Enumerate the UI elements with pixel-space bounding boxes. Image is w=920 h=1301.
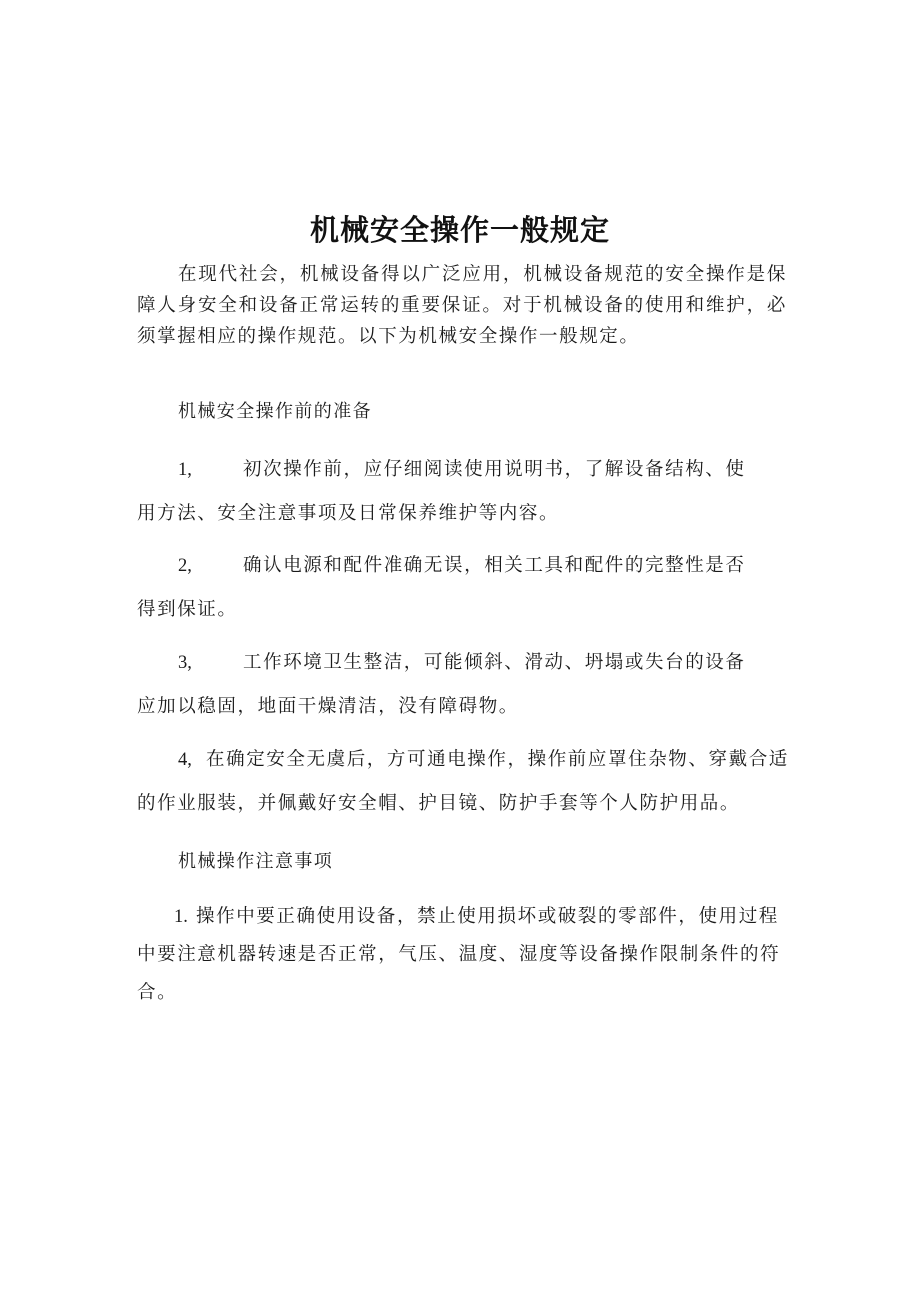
item-text: 应加以稳固，地面干燥清洁，没有障碍物。 bbox=[137, 696, 519, 717]
document-title: 机械安全操作一般规定 bbox=[309, 213, 610, 247]
item-text: 中要注意机器转速是否正常，气压、温度、湿度等设备操作限制条件的符 bbox=[137, 944, 781, 965]
item-text: 用方法、安全注意事项及日常保养维护等内容。 bbox=[137, 503, 560, 524]
item-text: 合。 bbox=[137, 982, 178, 1003]
item-text: 得到保证。 bbox=[137, 599, 238, 620]
item-number: 3, bbox=[178, 653, 192, 673]
item-number: 1, bbox=[178, 460, 192, 480]
intro-paragraph: 在现代社会，机械设备得以广泛应用，机械设备规范的安全操作是保障人身安全和设备正常运转的重要保证。对于机械设备的使用和维护，必须掌握相应的操作规范。以下为机械安全操作一般规定。 bbox=[137, 264, 787, 347]
item-number: 1. bbox=[174, 907, 188, 927]
list-item bbox=[137, 898, 797, 1012]
item-text: 初次操作前，应仔细阅读使用说明书，了解设备结构、使 bbox=[243, 459, 746, 480]
list-item bbox=[137, 448, 797, 536]
item-number: 4, bbox=[178, 750, 192, 770]
item-text: 操作中要正确使用设备，禁止使用损坏或破裂的零部件，使用过程 bbox=[196, 906, 779, 927]
list-item bbox=[137, 544, 797, 632]
list-item bbox=[137, 641, 797, 729]
list-item bbox=[137, 738, 797, 826]
section-heading-precautions: 机械操作注意事项 bbox=[178, 851, 334, 872]
item-text: 确认电源和配件准确无误，相关工具和配件的完整性是否 bbox=[243, 555, 746, 576]
item-text: 工作环境卫生整洁，可能倾斜、滑动、坍塌或失台的设备 bbox=[243, 652, 746, 673]
item-number: 2, bbox=[178, 556, 192, 576]
item-text: 在确定安全无虞后，方可通电操作，操作前应罩住杂物、穿戴合适 bbox=[206, 749, 789, 770]
item-text: 的作业服装，并佩戴好安全帽、护目镜、防护手套等个人防护用品。 bbox=[137, 793, 741, 814]
section-heading-preparation: 机械安全操作前的准备 bbox=[178, 401, 372, 422]
